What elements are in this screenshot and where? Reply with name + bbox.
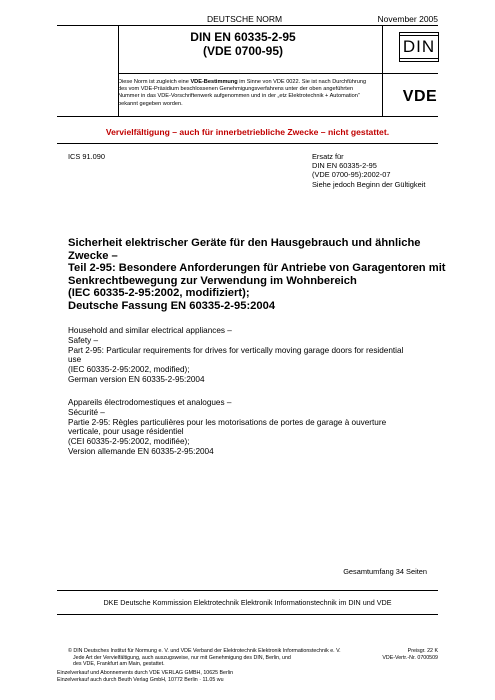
vde-note: Diese Norm ist zugleich eine VDE-Bestimmung im Sinne von VDE 0022. Sie ist nach Durchführung des vom VDE-Präsidium beschlossenen Genehmigungsverfahrens unter der oben angeführten Nummer in das VDE-Vorschriftenwerk aufgenommen und in der „etz Elektrotechnik + Automation“ bekannt gegeben worden. [118,79,367,107]
total-pages: Gesamtumfang 34 Seiten [343,567,427,576]
sales-block: Einzelverkauf und Abonnements durch VDE VERLAG GMBH, 10625 Berlin Einzelverkauf auch durch Beuth Verlag GmbH, 10772 Berlin · 11.05 wu [57,670,234,683]
ics-code: ICS 91.090 [68,152,105,161]
notice-rule [57,143,438,144]
top-rule [57,25,438,26]
title-english: Household and similar electrical appliances – Safety – Part 2-95: Particular requirements for drives for vertically moving garage doors for residential use (IEC 60335-2-95:2002, modified); German version EN 60335-2-95:2004 [68,326,404,384]
din-logo [399,32,439,62]
vde-logo: VDE [402,88,438,105]
title-box-bottom-rule [57,116,438,117]
vde-classification: (VDE 0700-95) [202,44,284,58]
reproduction-notice: Vervielfältigung – auch für innerbetriebliche Zwecke – nicht gestattet. [105,127,390,137]
publication-date: November 2005 [377,14,438,24]
replaces-block: Ersatz für DIN EN 60335-2-95 (VDE 0700-95):2002-07 Siehe jedoch Beginn der Gültigkeit [312,152,426,189]
dke-line: DKE Deutsche Kommission Elektrotechnik Elektronik Informationstechnik im DIN und VDE [103,598,392,607]
title-box-rule [118,73,438,74]
dke-top-rule [57,590,438,591]
title-box-right-rule [382,25,383,116]
standard-number: DIN EN 60335-2-95 [190,30,296,44]
document-type: DEUTSCHE NORM [207,14,283,24]
title-french: Appareils électrodomestiques et analogues – Sécurité – Partie 2-95: Règles particulières pour les motorisations de portes de garage à ouverture verticale, pour usage résidentiel (CEI 60335-2-95:2002, modifiée); Version allemande EN 60335-2-95:2004 [68,398,387,456]
price-block: Preisgr. 22 K VDE-Vertr.-Nr. 0700509 [382,648,438,661]
dke-bottom-rule [57,614,438,615]
din-logo-text: DIN [402,37,436,56]
title-german: Sicherheit elektrischer Geräte für den Hausgebrauch und ähnliche Zwecke – Teil 2-95: Besondere Anforderungen für Antriebe von Garagentoren mit Senkrechtbewegung zur Verwendung im Wohnbereich (IEC 60335-2-95:2002, modifiziert); Deutsche Fassung EN 60335-2-95:2004 [68,237,446,312]
copyright-block: © DIN Deutsches Institut für Normung e. V. und VDE Verband der Elektrotechnik Elektronik Informationstechnik e. V. Jede Art der Vervielfältigung, auch auszugsweise, nur mit Genehmigung des DIN, Berlin, und des VDE, Frankfurt am Main, gestattet. [68,648,341,668]
